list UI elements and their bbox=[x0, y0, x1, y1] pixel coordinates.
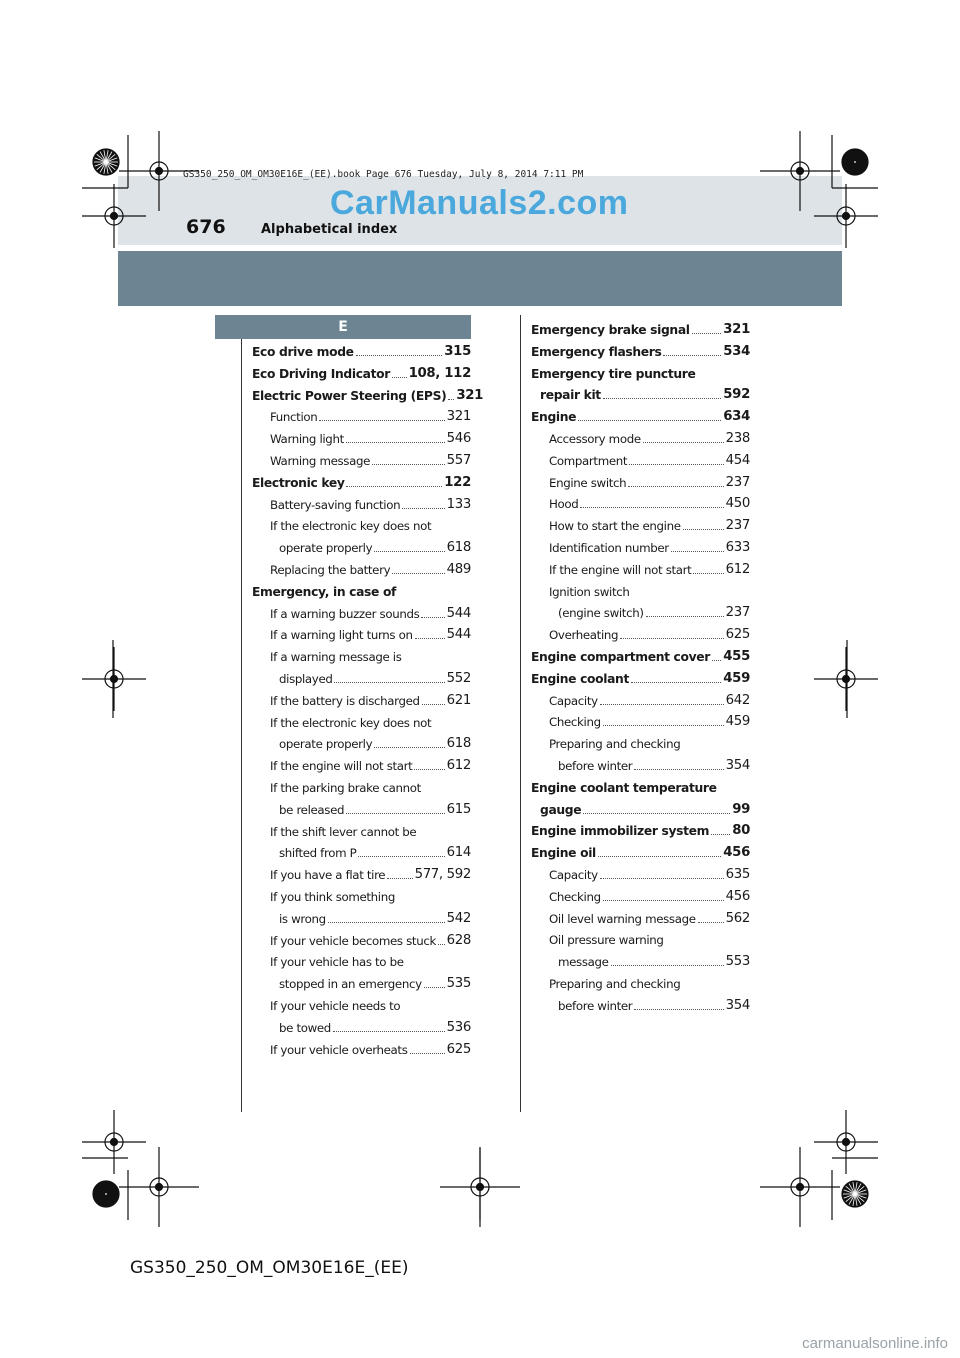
index-entry-term: Engine immobilizer system bbox=[531, 824, 710, 839]
index-entry-term: If the engine will not start bbox=[549, 562, 692, 577]
index-entry-term: (engine switch) bbox=[558, 606, 644, 621]
page-number: 676 bbox=[186, 216, 226, 238]
index-entry-page[interactable]: 546 bbox=[446, 431, 471, 447]
index-entry-term: Capacity bbox=[549, 693, 598, 708]
index-entry-term: If the electronic key does not bbox=[270, 519, 432, 534]
index-entry-page[interactable]: 633 bbox=[725, 540, 750, 555]
index-entry-term: Engine bbox=[531, 410, 577, 425]
index-entry-page[interactable]: 354 bbox=[725, 758, 750, 773]
index-entry-page[interactable]: 321 bbox=[456, 387, 484, 403]
index-entry-page[interactable]: 535 bbox=[446, 976, 471, 992]
index-entry-term: Warning light bbox=[270, 432, 344, 447]
index-entry-term: Eco Driving Indicator bbox=[252, 366, 390, 381]
index-entry-term: Replacing the battery bbox=[270, 563, 391, 577]
index-entry-term: Electronic key bbox=[252, 475, 345, 490]
index-entry-page[interactable]: 544 bbox=[446, 627, 471, 643]
index-entry-page[interactable]: 642 bbox=[725, 692, 750, 708]
index-entry-term: repair kit bbox=[540, 388, 601, 403]
target-dot-center bbox=[854, 161, 857, 164]
index-entry-term: Function bbox=[270, 410, 318, 425]
index-entry-term: Emergency brake signal bbox=[531, 323, 690, 337]
index-entry-term: displayed bbox=[279, 672, 333, 686]
index-entry-term: Preparing and checking bbox=[549, 737, 681, 752]
index-entry-term: Identification number bbox=[549, 541, 669, 555]
index-entry-term: Compartment bbox=[549, 453, 628, 468]
index-entry-page[interactable]: 238 bbox=[725, 431, 750, 446]
site-watermark: CarManuals2.com bbox=[330, 184, 629, 222]
index-entry-page[interactable]: 536 bbox=[446, 1019, 471, 1035]
index-entry-page[interactable]: 577, 592 bbox=[414, 867, 471, 883]
index-entry-page[interactable]: 542 bbox=[446, 910, 471, 926]
index-entry-term: Engine switch bbox=[549, 475, 627, 490]
section-title: Alphabetical index bbox=[261, 222, 398, 237]
index-entry-term: Capacity bbox=[549, 868, 598, 882]
index-entry-page[interactable]: 237 bbox=[725, 518, 750, 534]
index-entry-term: be released bbox=[279, 802, 345, 817]
index-entry-page[interactable]: 237 bbox=[725, 605, 750, 621]
index-entry-page[interactable]: 592 bbox=[723, 387, 750, 403]
target-dot-center bbox=[105, 1193, 108, 1196]
index-entry-term: If the parking brake cannot bbox=[270, 781, 421, 795]
index-entry-term: How to start the engine bbox=[549, 519, 681, 534]
index-entry-term: If you think something bbox=[270, 890, 396, 904]
index-entry-term: operate properly bbox=[279, 737, 373, 752]
index-entry-term: If a warning message is bbox=[270, 650, 402, 665]
index-entry-term: If a warning buzzer sounds bbox=[270, 606, 420, 621]
index-entry-page[interactable]: 612 bbox=[446, 758, 471, 774]
index-entry-term: Oil pressure warning bbox=[549, 933, 664, 948]
index-entry-term: stopped in an emergency bbox=[279, 977, 422, 992]
index-entry-page[interactable]: 80 bbox=[732, 823, 750, 839]
index-entry-term: message bbox=[558, 955, 609, 970]
index-entry-term: Engine coolant bbox=[531, 671, 629, 686]
index-entry-term: Warning message bbox=[270, 454, 371, 468]
index-entry-term: Ignition switch bbox=[549, 584, 630, 599]
index-entry-page[interactable]: 562 bbox=[725, 910, 750, 926]
index-entry-page[interactable]: 108, 112 bbox=[408, 365, 471, 381]
index-entry-page[interactable]: 612 bbox=[725, 561, 750, 577]
index-entry-term: Hood bbox=[549, 497, 579, 512]
index-entry-term: Emergency, in case of bbox=[252, 584, 397, 599]
index-entry-page[interactable]: 618 bbox=[446, 540, 471, 556]
index-entry-page[interactable]: 628 bbox=[446, 932, 471, 948]
index-entry-term: If the electronic key does not bbox=[270, 715, 432, 730]
index-entry-page[interactable]: 625 bbox=[725, 627, 750, 643]
index-entry-term: Emergency tire puncture bbox=[531, 366, 696, 381]
index-entry-term: If the battery is discharged bbox=[270, 693, 420, 708]
index-entry-page[interactable]: 615 bbox=[446, 801, 471, 817]
index-entry-term: Eco drive mode bbox=[252, 345, 354, 359]
index-entry-page[interactable]: 315 bbox=[444, 344, 471, 359]
letter-header: E bbox=[215, 315, 471, 339]
index-entry-term: be towed bbox=[279, 1020, 331, 1035]
index-entry-term: Preparing and checking bbox=[549, 977, 681, 991]
index-entry-page[interactable]: 618 bbox=[446, 736, 471, 752]
index-entry-page[interactable]: 237 bbox=[725, 474, 750, 490]
index-entry-page[interactable]: 544 bbox=[446, 605, 471, 621]
index-entry-term: Accessory mode bbox=[549, 432, 641, 446]
index-entry-page[interactable]: 553 bbox=[725, 954, 750, 970]
index-entry-term: If your vehicle overheats bbox=[270, 1042, 408, 1057]
index-entry-term: If you have a flat tire bbox=[270, 868, 386, 883]
index-entry-page[interactable]: 456 bbox=[723, 845, 750, 861]
index-entry-term: Engine compartment cover bbox=[531, 650, 710, 664]
index-entry-page[interactable]: 635 bbox=[725, 867, 750, 882]
index-entry-term: Battery-saving function bbox=[270, 497, 401, 512]
index-entry-term: shifted from P bbox=[279, 846, 357, 861]
index-entry-page[interactable]: 455 bbox=[723, 649, 750, 664]
index-entry-term: before winter bbox=[558, 998, 633, 1013]
index-entry-term: Engine oil bbox=[531, 846, 596, 861]
index-entry-page[interactable]: 454 bbox=[725, 452, 750, 468]
index-entry-term: Checking bbox=[549, 715, 601, 730]
index-entry-page[interactable]: 321 bbox=[723, 322, 750, 337]
index-entry-term: gauge bbox=[540, 802, 582, 817]
index-entry-term: If your vehicle becomes stuck bbox=[270, 933, 436, 948]
index-entry-page[interactable]: 354 bbox=[725, 997, 750, 1013]
document-code: GS350_250_OM_OM30E16E_(EE) bbox=[130, 1258, 409, 1278]
index-entry-page[interactable]: 133 bbox=[446, 496, 471, 512]
index-entry-page[interactable]: 621 bbox=[446, 692, 471, 708]
index-entry-page[interactable]: 450 bbox=[725, 496, 750, 512]
index-entry-term: Engine coolant temperature bbox=[531, 780, 717, 795]
index-entry-page[interactable]: 534 bbox=[723, 343, 750, 359]
index-entry-page[interactable]: 99 bbox=[732, 801, 750, 817]
index-entry-page[interactable]: 459 bbox=[723, 670, 750, 686]
book-info: GS350_250_OM_OM30E16E_(EE).book Page 676 Tuesday, July 8, 2014 7:11 PM bbox=[183, 169, 584, 180]
index-entry-page[interactable]: 321 bbox=[446, 409, 471, 425]
index-entry-term: before winter bbox=[558, 759, 633, 773]
index-entry-term: Electric Power Steering (EPS) bbox=[252, 388, 447, 403]
index-entry-term: If the engine will not start bbox=[270, 759, 413, 774]
index-entry-term: If the shift lever cannot be bbox=[270, 824, 417, 839]
index-entry-page[interactable]: 552 bbox=[446, 671, 471, 686]
index-entry-term: Oil level warning message bbox=[549, 911, 696, 926]
index-entry-term: operate properly bbox=[279, 541, 373, 556]
index-entry-term: If a warning light turns on bbox=[270, 628, 413, 643]
index-entry-page[interactable]: 456 bbox=[725, 888, 750, 904]
index-entry-page[interactable]: 634 bbox=[723, 409, 750, 425]
index-entry-term: is wrong bbox=[279, 911, 326, 926]
index-entry-page[interactable]: 614 bbox=[446, 845, 471, 861]
index-entry-page[interactable]: 122 bbox=[444, 474, 471, 490]
index-entry-term: Overheating bbox=[549, 628, 619, 643]
footer-watermark: carmanualsonline.info bbox=[802, 1335, 948, 1352]
index-entry-page[interactable]: 557 bbox=[446, 453, 471, 468]
index-entry-term: If your vehicle needs to bbox=[270, 999, 401, 1013]
index-entry-term: Checking bbox=[549, 889, 601, 904]
index-entry-term: Emergency flashers bbox=[531, 344, 662, 359]
index-entry-page[interactable]: 459 bbox=[725, 714, 750, 730]
index-entry-term: If your vehicle has to be bbox=[270, 955, 404, 970]
index-entry-page[interactable]: 625 bbox=[446, 1041, 471, 1057]
index-entry-page[interactable]: 489 bbox=[446, 562, 471, 577]
